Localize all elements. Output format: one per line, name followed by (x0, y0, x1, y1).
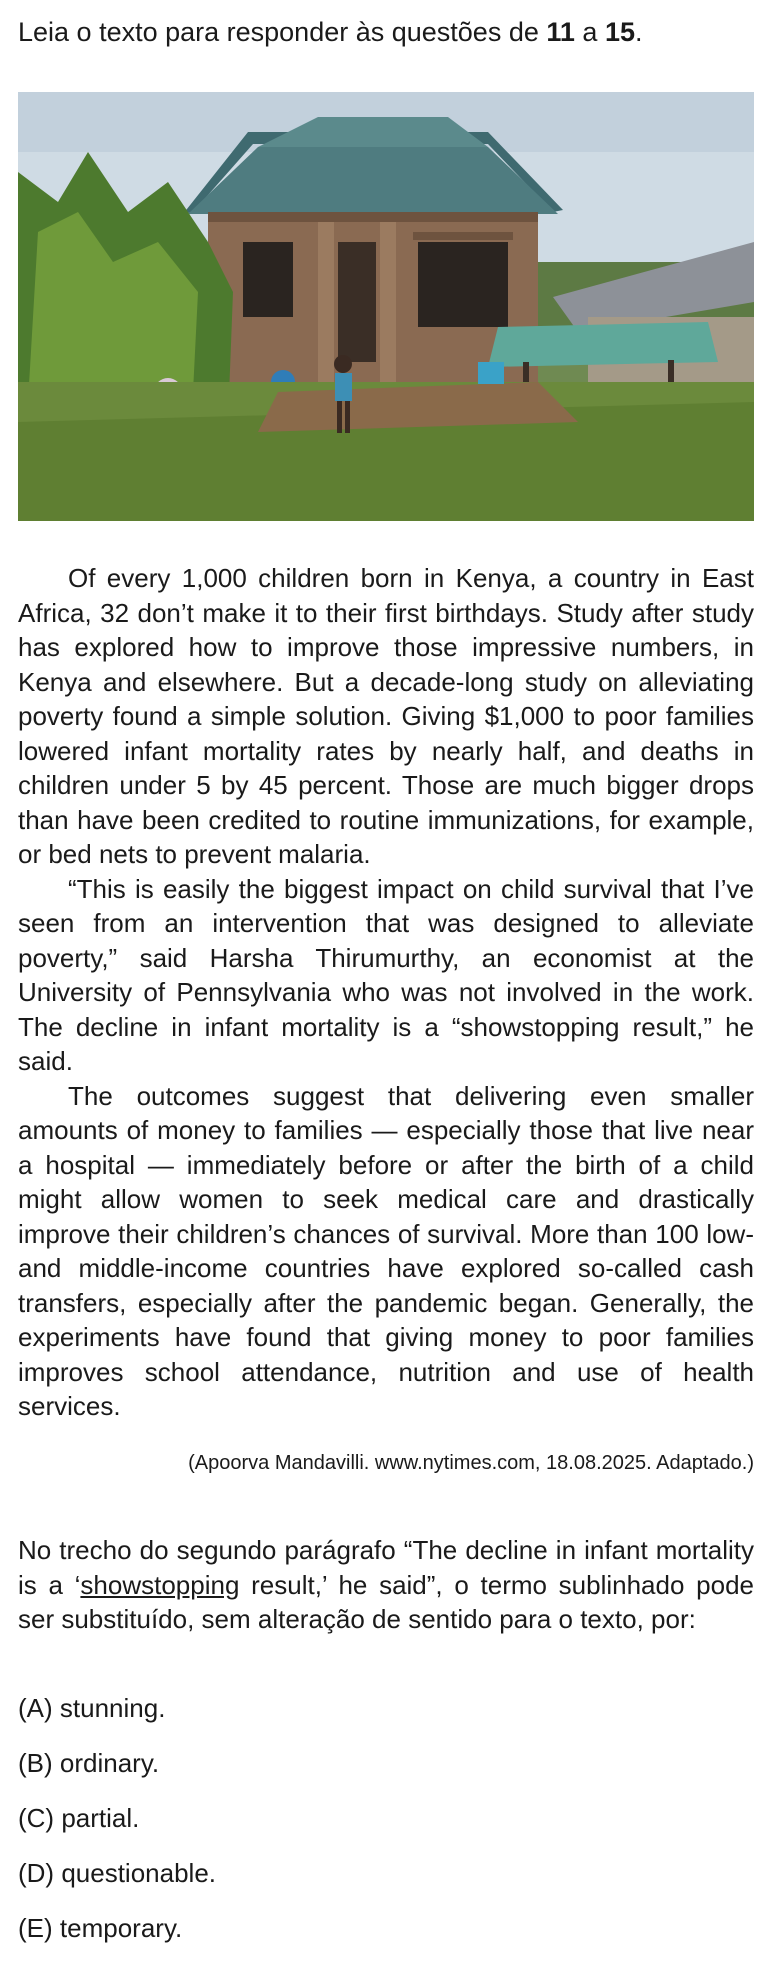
option-text: partial. (61, 1803, 140, 1833)
question-text-after: result,’ he said”, o termo sublinhado pode ser substituído, sem alteração de sentido para o texto, por: (18, 1569, 754, 1634)
article-paragraph-3: The outcomes suggest that delivering even smaller amounts of money to families — especially those that live near a hospital — immediately before or after the birth of a child might allow women to seek medical care and drastically improve their children’s chances of survival. More than 100 low- and middle-income countries have explored so-called cash transfers, especially after the pandemic began. Generally, the experiments have found that giving money to poor families improves school attendance, nutrition and use of health services. (18, 1080, 754, 1421)
article-photo (18, 92, 754, 521)
article-text (18, 561, 754, 1424)
instruction-suffix: . (634, 17, 643, 47)
option-letter: (C) (18, 1803, 55, 1833)
instruction-line (18, 14, 643, 50)
instruction-middle: a (574, 17, 605, 47)
option-letter: (E) (18, 1913, 53, 1943)
option-b[interactable] (18, 1746, 754, 1801)
instruction-prefix: Leia o texto para responder às questões de (18, 17, 547, 47)
question-text-before: No trecho do segundo parágrafo “The decline in infant mortality is a ‘ (18, 1535, 754, 1600)
option-text: stunning. (59, 1693, 166, 1723)
question-range-start: 11 (546, 17, 575, 47)
option-a[interactable] (18, 1691, 754, 1746)
article-paragraph-1: Of every 1,000 children born in Kenya, a country in East Africa, 32 don’t make it to their first birthdays. Study after study has explored how to improve those impressive numbers, in Kenya and elsewhere. But a decade-long study on alleviating poverty found a simple solution. Giving $1,000 to poor families lowered infant mortality rates by nearly half, and deaths in children under 5 by 45 percent. Those are much bigger drops than have been credited to routine immunizations, for example, or bed nets to prevent malaria. (18, 563, 754, 869)
question-stem (18, 1533, 754, 1637)
article-paragraph-2: “This is easily the biggest impact on child survival that I’ve seen from an intervention that was designed to alleviate poverty,” said Harsha Thirumurthy, an economist at the University of Pennsylvania who was not involved in the work. The decline in infant mortality is a “showstopping result,” he said. (18, 873, 754, 1076)
option-text: temporary. (59, 1913, 183, 1943)
option-letter: (B) (18, 1748, 53, 1778)
option-e[interactable] (18, 1911, 754, 1966)
answer-options (18, 1691, 754, 1966)
option-d[interactable] (18, 1856, 754, 1911)
option-letter: (D) (18, 1858, 55, 1888)
article-credit: (Apoorva Mandavilli. www.nytimes.com, 18.08.2025. Adaptado.) (188, 1452, 754, 1474)
question-range-end: 15 (604, 17, 635, 47)
option-text: questionable. (61, 1858, 217, 1888)
option-c[interactable] (18, 1801, 754, 1856)
underlined-term: showstopping (80, 1569, 240, 1600)
option-letter: (A) (18, 1693, 53, 1723)
photo-of-house-in-kenya-icon (18, 92, 754, 521)
option-text: ordinary. (59, 1748, 160, 1778)
